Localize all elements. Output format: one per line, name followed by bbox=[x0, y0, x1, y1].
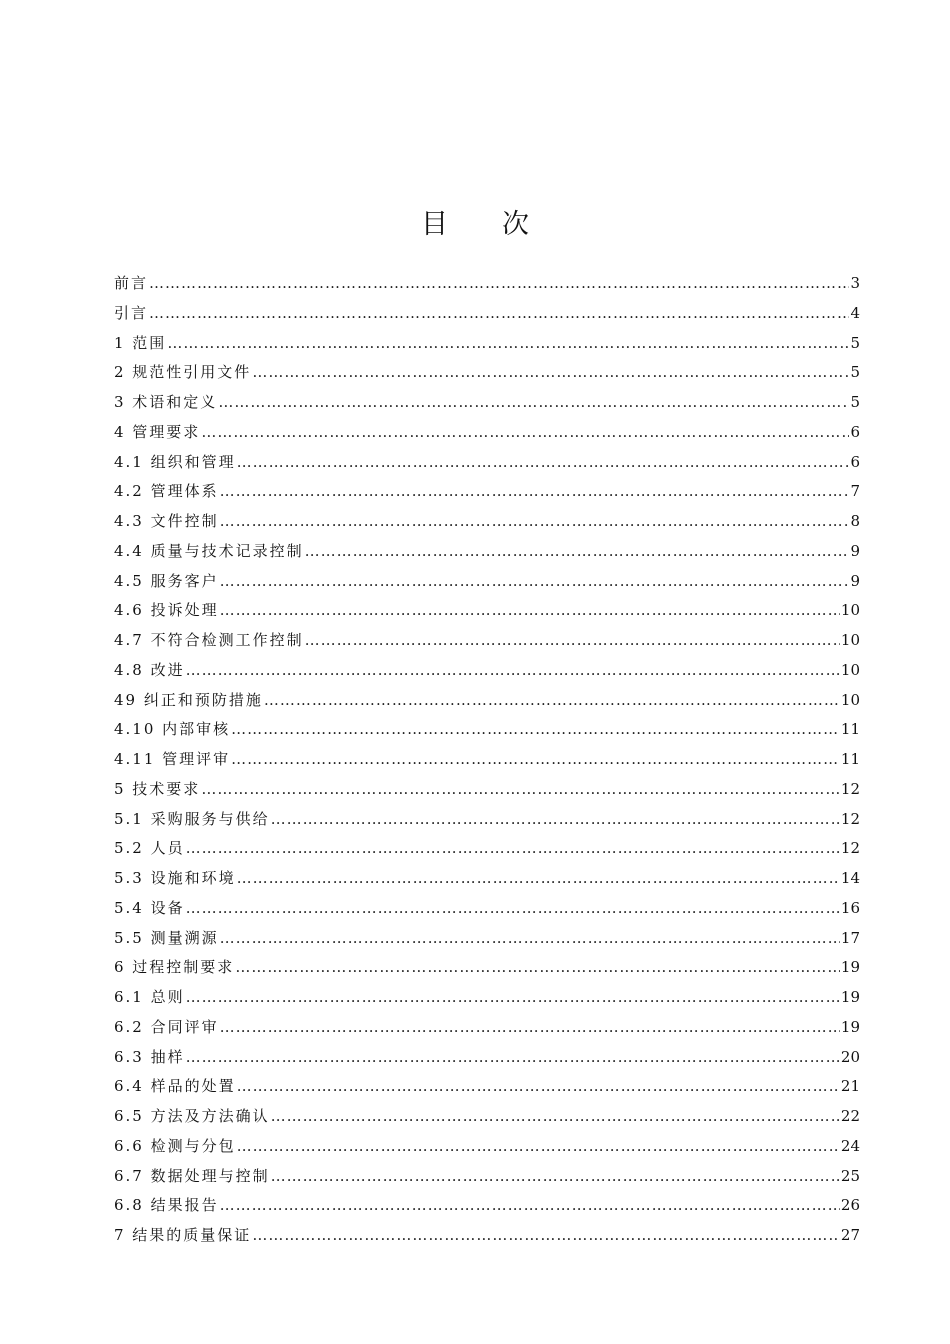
toc-entry-label: 6.7 数据处理与控制 bbox=[114, 1166, 270, 1185]
toc-dot-leader bbox=[167, 332, 849, 354]
toc-entry-page-number: 16 bbox=[840, 898, 860, 917]
toc-entry-page-number: 10 bbox=[840, 601, 860, 620]
toc-dot-leader bbox=[252, 1224, 840, 1246]
toc-entry-label: 4.6 投诉处理 bbox=[114, 601, 219, 620]
toc-entry[interactable] bbox=[114, 480, 860, 510]
toc-dot-leader bbox=[235, 956, 840, 978]
toc-entry[interactable] bbox=[114, 897, 860, 927]
toc-dot-leader bbox=[252, 361, 849, 383]
toc-dot-leader bbox=[149, 272, 849, 294]
toc-entry-label: 4.8 改进 bbox=[114, 660, 185, 679]
toc-entry[interactable] bbox=[114, 629, 860, 659]
toc-entry-label: 4 管理要求 bbox=[114, 422, 201, 441]
toc-entry[interactable] bbox=[114, 927, 860, 957]
toc-entry[interactable] bbox=[114, 540, 860, 570]
toc-entry[interactable] bbox=[114, 1194, 860, 1224]
toc-entry[interactable] bbox=[114, 1016, 860, 1046]
toc-dot-leader bbox=[186, 986, 840, 1008]
toc-entry-page-number: 9 bbox=[850, 571, 860, 590]
toc-entry[interactable] bbox=[114, 332, 860, 362]
toc-entry-page-number: 10 bbox=[840, 690, 860, 709]
toc-dot-leader bbox=[305, 629, 840, 651]
toc-entry[interactable] bbox=[114, 451, 860, 481]
toc-entry-page-number: 26 bbox=[840, 1196, 860, 1215]
toc-entry-page-number: 9 bbox=[850, 541, 860, 560]
toc-entry-page-number: 8 bbox=[850, 512, 860, 530]
toc-entry-label: 6.3 抽样 bbox=[114, 1047, 185, 1066]
toc-entry-label: 7 结果的质量保证 bbox=[114, 1226, 252, 1244]
toc-dot-leader bbox=[220, 599, 840, 621]
toc-entry-label: 5.2 人员 bbox=[114, 839, 185, 858]
toc-entry-label: 5 技术要求 bbox=[114, 779, 201, 798]
toc-entry[interactable] bbox=[114, 867, 860, 897]
toc-entry[interactable] bbox=[114, 599, 860, 629]
toc-entry[interactable] bbox=[114, 837, 860, 867]
toc-entry-label: 4.4 质量与技术记录控制 bbox=[114, 541, 304, 560]
toc-dot-leader bbox=[231, 718, 840, 740]
toc-entry-label: 3 术语和定义 bbox=[114, 393, 218, 411]
toc-entry-label: 6.6 检测与分包 bbox=[114, 1136, 236, 1155]
toc-entry-label: 4.3 文件控制 bbox=[114, 512, 219, 530]
toc-entry-page-number: 10 bbox=[840, 631, 860, 649]
toc-dot-leader bbox=[218, 391, 849, 413]
toc-entry-page-number: 7 bbox=[850, 482, 860, 501]
toc-entry-label: 6.1 总则 bbox=[114, 988, 185, 1006]
toc-dot-leader bbox=[271, 808, 840, 830]
toc-entry[interactable] bbox=[114, 956, 860, 986]
toc-entry[interactable] bbox=[114, 808, 860, 838]
toc-entry-label: 5.5 测量溯源 bbox=[114, 928, 219, 947]
toc-entry-page-number: 19 bbox=[840, 1017, 860, 1036]
toc-entry[interactable] bbox=[114, 1075, 860, 1105]
toc-entry-page-number: 19 bbox=[840, 958, 860, 977]
toc-entry-page-number: 25 bbox=[840, 1166, 860, 1185]
toc-dot-leader bbox=[237, 867, 840, 889]
toc-entry[interactable] bbox=[114, 391, 860, 421]
toc-entry-page-number: 5 bbox=[850, 333, 860, 352]
toc-dot-leader bbox=[186, 837, 840, 859]
toc-dot-leader bbox=[237, 451, 850, 473]
toc-entry-label: 6.2 合同评审 bbox=[114, 1017, 219, 1036]
toc-dot-leader bbox=[237, 1135, 840, 1157]
toc-entry-page-number: 22 bbox=[840, 1107, 860, 1125]
toc-entry[interactable] bbox=[114, 302, 860, 332]
toc-entry-page-number: 3 bbox=[850, 274, 860, 292]
toc-entry[interactable] bbox=[114, 1046, 860, 1076]
toc-dot-leader bbox=[220, 510, 850, 532]
toc-dot-leader bbox=[264, 689, 840, 711]
title-char-1: 目 bbox=[421, 209, 448, 241]
toc-entry[interactable] bbox=[114, 361, 860, 391]
toc-entry-page-number: 5 bbox=[850, 363, 860, 382]
toc-dot-leader bbox=[201, 421, 849, 443]
toc-entry-page-number: 4 bbox=[850, 303, 860, 322]
toc-entry[interactable] bbox=[114, 421, 860, 451]
toc-entry-page-number: 21 bbox=[840, 1077, 860, 1096]
page-title bbox=[0, 202, 950, 241]
toc-entry-page-number: 12 bbox=[840, 839, 860, 858]
toc-dot-leader bbox=[186, 1046, 840, 1068]
toc-entry-label: 前言 bbox=[114, 274, 149, 292]
toc-entry-label: 1 范围 bbox=[114, 333, 167, 352]
toc-entry-page-number: 10 bbox=[840, 660, 860, 679]
toc-entry-label: 2 规范性引用文件 bbox=[114, 363, 252, 382]
toc-dot-leader bbox=[220, 480, 850, 502]
toc-entry-page-number: 19 bbox=[840, 988, 860, 1006]
toc-entry-page-number: 12 bbox=[840, 779, 860, 798]
toc-entry[interactable] bbox=[114, 1165, 860, 1195]
toc-entry-page-number: 6 bbox=[850, 452, 860, 471]
toc-entry-label: 6.5 方法及方法确认 bbox=[114, 1107, 270, 1125]
toc-dot-leader bbox=[231, 748, 840, 770]
toc-entry[interactable] bbox=[114, 689, 860, 719]
toc-entry-label: 5.4 设备 bbox=[114, 898, 185, 917]
toc-dot-leader bbox=[237, 1075, 840, 1097]
toc-entry-label: 4.5 服务客户 bbox=[114, 571, 219, 590]
toc-entry-page-number: 11 bbox=[840, 750, 860, 768]
toc-dot-leader bbox=[186, 897, 840, 919]
toc-entry-label: 6.4 样品的处置 bbox=[114, 1077, 236, 1096]
toc-entry[interactable] bbox=[114, 1105, 860, 1135]
title-char-2: 次 bbox=[502, 209, 529, 241]
toc-entry[interactable] bbox=[114, 718, 860, 748]
toc-entry-label: 6 过程控制要求 bbox=[114, 958, 235, 977]
toc-entry-page-number: 11 bbox=[840, 720, 860, 739]
toc-dot-leader bbox=[220, 927, 840, 949]
toc-entry-label: 引言 bbox=[114, 303, 149, 322]
toc-entry[interactable] bbox=[114, 570, 860, 600]
toc-entry-page-number: 24 bbox=[840, 1136, 860, 1155]
toc-dot-leader bbox=[186, 659, 840, 681]
toc-dot-leader bbox=[271, 1105, 840, 1127]
toc-dot-leader bbox=[201, 778, 840, 800]
toc-entry-page-number: 27 bbox=[840, 1226, 860, 1244]
toc-entry-label: 5.3 设施和环境 bbox=[114, 869, 236, 887]
toc-entry[interactable] bbox=[114, 778, 860, 808]
toc-entry-page-number: 5 bbox=[850, 393, 860, 411]
toc-entry-page-number: 6 bbox=[850, 422, 860, 441]
toc-entry-label: 49 纠正和预防措施 bbox=[114, 690, 263, 709]
toc-entry[interactable] bbox=[114, 510, 860, 540]
toc-entry[interactable] bbox=[114, 1135, 860, 1165]
toc-entry[interactable] bbox=[114, 748, 860, 778]
toc-dot-leader bbox=[220, 570, 850, 592]
toc-dot-leader bbox=[220, 1016, 840, 1038]
toc-dot-leader bbox=[305, 540, 850, 562]
toc-entry[interactable] bbox=[114, 986, 860, 1016]
toc-entry-label: 4.11 管理评审 bbox=[114, 750, 231, 768]
toc-dot-leader bbox=[149, 302, 849, 324]
toc-entry-label: 4.7 不符合检测工作控制 bbox=[114, 631, 304, 649]
toc-dot-leader bbox=[271, 1165, 840, 1187]
toc-entry-label: 4.1 组织和管理 bbox=[114, 452, 236, 471]
toc-entry[interactable] bbox=[114, 659, 860, 689]
toc-entry-page-number: 12 bbox=[840, 809, 860, 828]
toc-entry[interactable] bbox=[114, 1224, 860, 1254]
toc-entry-label: 4.10 内部审核 bbox=[114, 720, 231, 739]
toc-entry-label: 4.2 管理体系 bbox=[114, 482, 219, 501]
toc-entry-label: 6.8 结果报告 bbox=[114, 1196, 219, 1215]
toc-entry-page-number: 14 bbox=[840, 869, 860, 887]
toc-entry[interactable] bbox=[114, 272, 860, 302]
toc-entry-page-number: 20 bbox=[840, 1047, 860, 1066]
table-of-contents bbox=[114, 272, 860, 1254]
toc-entry-label: 5.1 采购服务与供给 bbox=[114, 809, 270, 828]
toc-entry-page-number: 17 bbox=[840, 928, 860, 947]
toc-dot-leader bbox=[220, 1194, 840, 1216]
